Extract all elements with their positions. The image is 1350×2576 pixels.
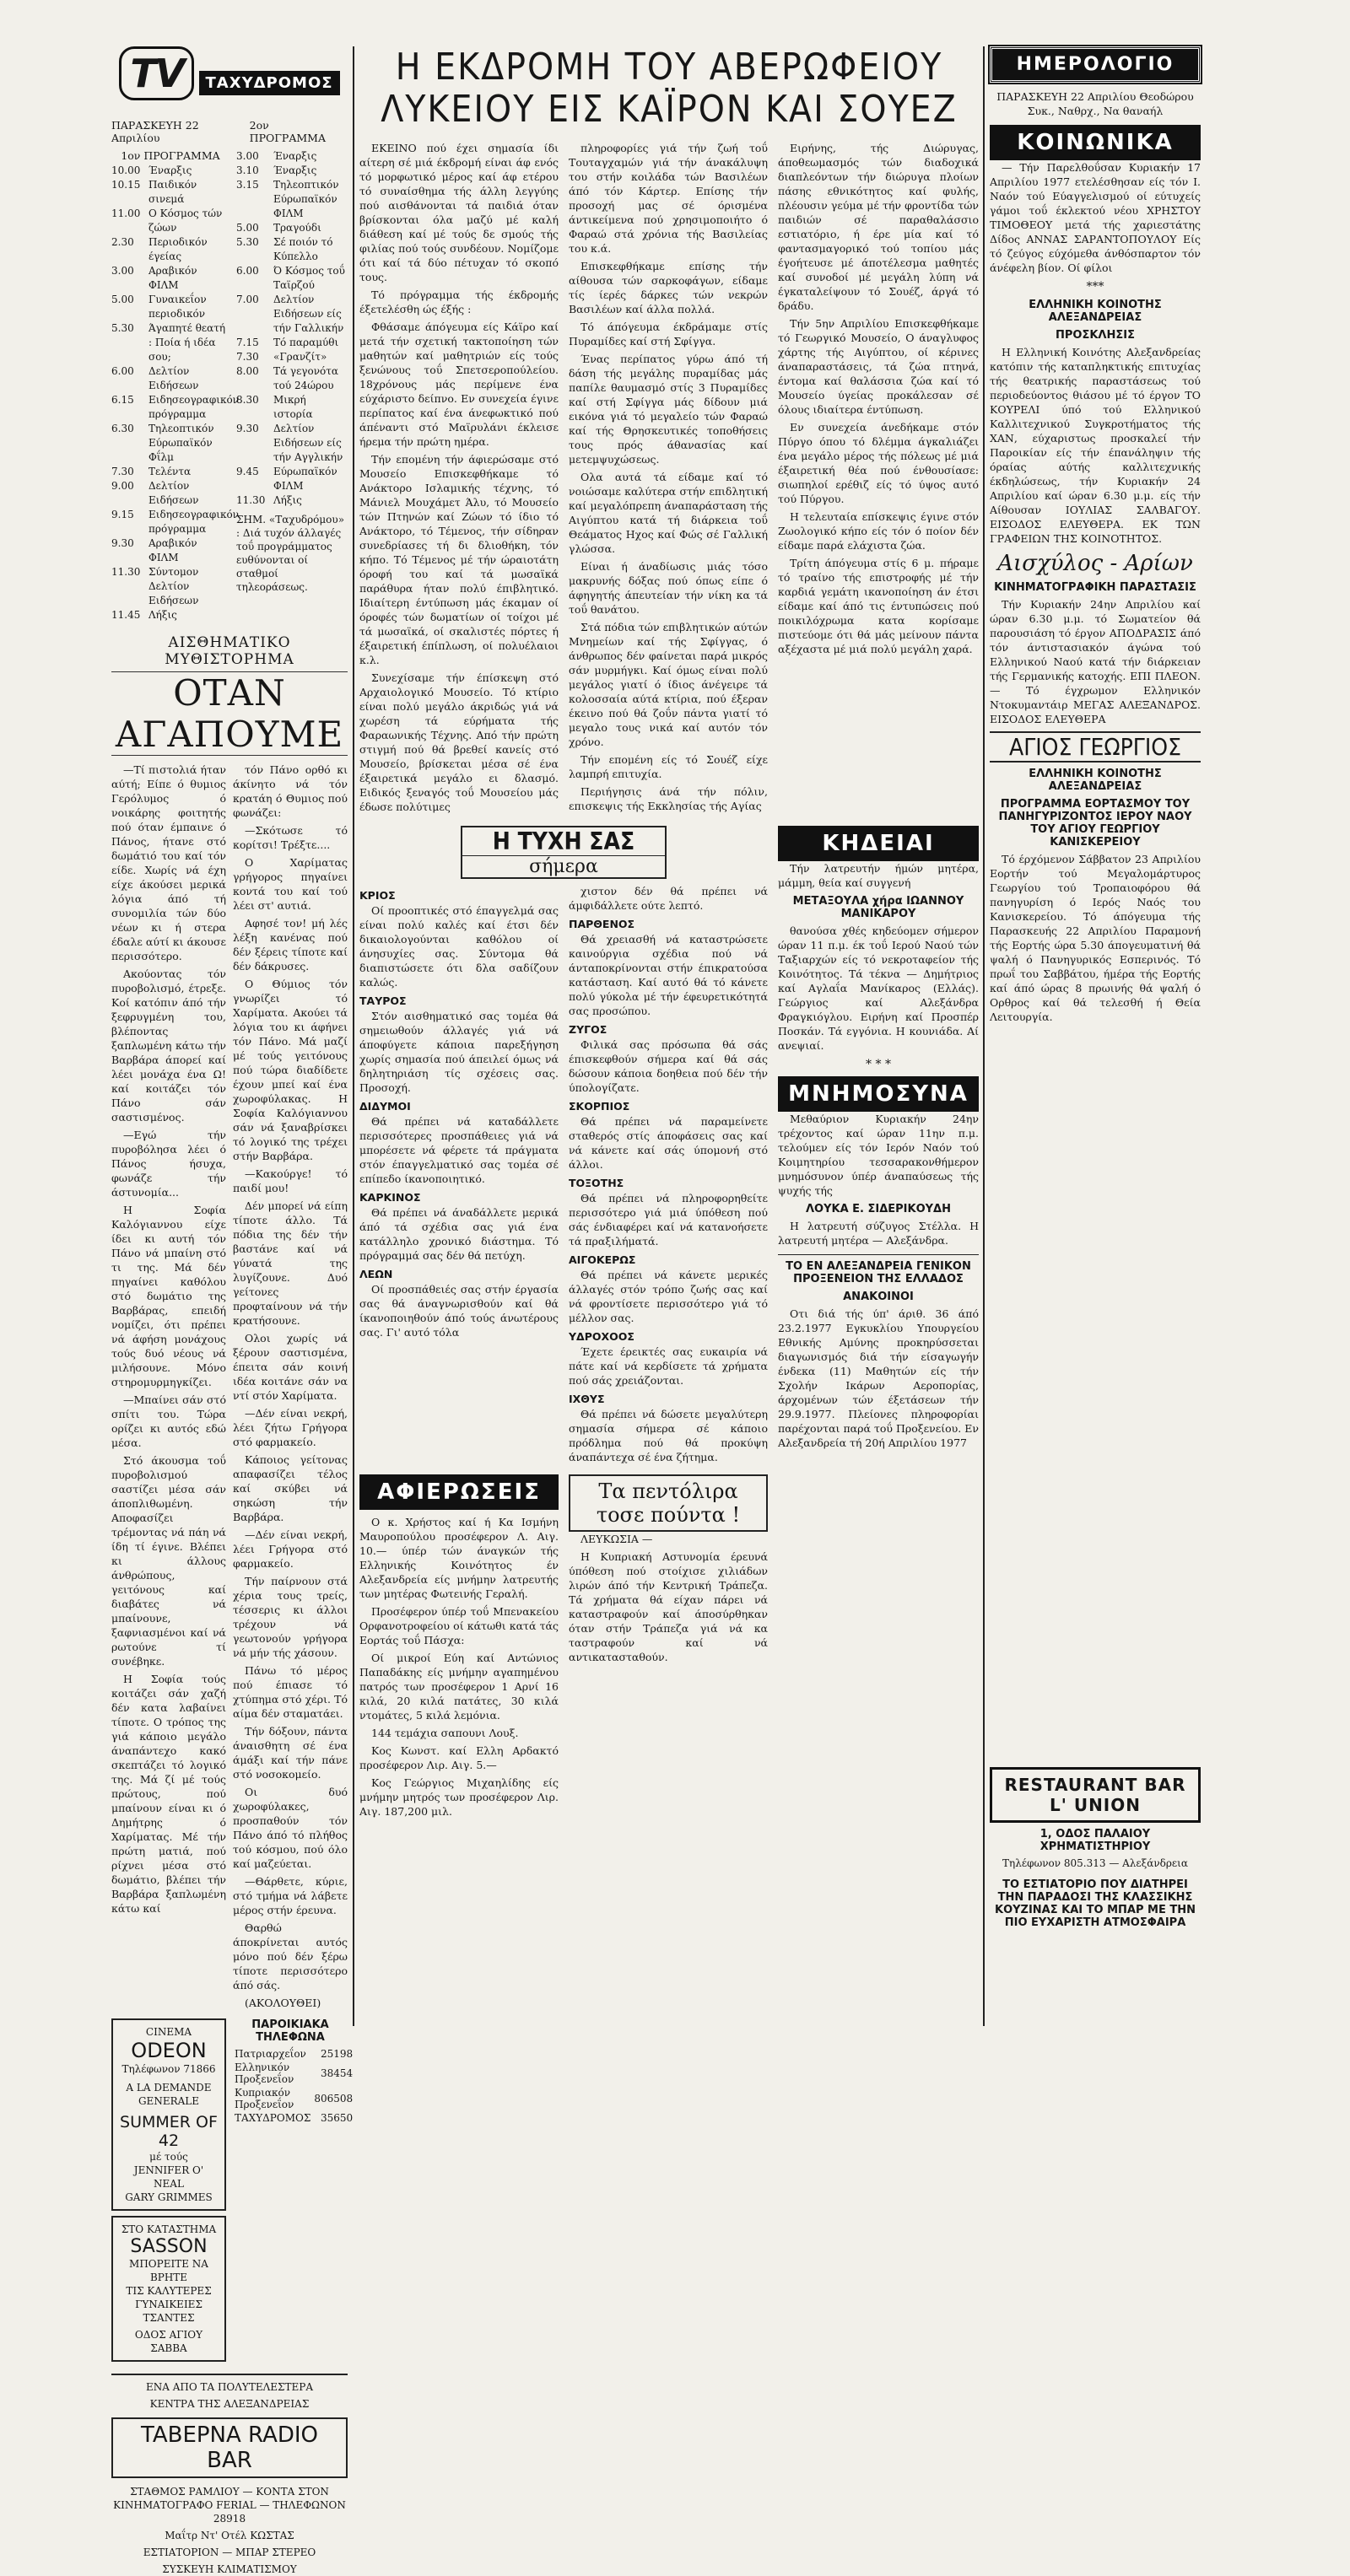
programme-time: 3.00 [236, 150, 259, 162]
programme-show: Εύρωπαϊκόν ΦΙΛΜ [273, 466, 338, 492]
zodiac-sign: ΚΡΙΟΣ [359, 889, 396, 902]
bar-line-2: ΚΕΝΤΡΑ ΤΗΣ ΑΛΕΞΑΝΔΡΕΙΑΣ [149, 2398, 310, 2410]
article-paragraph: Στό άκουσμα τοΰ πυροβολισμού σαστίζει μέσα σάν άποπλιθωμένη. Αποφασίζει τρέμοντας νά πάη νά ίδη τί έγινε. Βλέπει κι άλλους άνθρώπους, γειτόνους καί διαβάτες νά μπαίνουνε, ξαφνιασμένοι καί νά ρωτούνε τί συνέβηκε. [111, 1454, 226, 1668]
programme-show: Σύντομον Δελτίον Ειδήσεων [148, 566, 199, 606]
tv-note: ΣΗΜ. «Ταχυδρόμου» : Διά τυχόν άλλαγές τοΰ προγράμματος ευθύνονται οί σταθμοί τηλεοράσεως. [236, 514, 345, 593]
programme-show: Ο Κόσμος τών ζώων [148, 207, 223, 234]
programme-time: 9.30 [236, 423, 259, 434]
store-label: ΣΤΟ ΚΑΤΑΣΤΗΜΑ [121, 2223, 217, 2235]
programme-time: 3.00 [111, 265, 134, 277]
programme-time: 8.30 [236, 394, 259, 406]
zodiac-text: Θά πρέπει νά πληροφορηθείτε περισσότερο γιά μιά ύπόθεση πού σάς ένδιαφέρει καί νά κατανοήσετε τά πραξιλήματά. [569, 1192, 768, 1248]
cinema-phone: Τηλέφωνον 71866 [122, 2063, 216, 2075]
pentolira-banner [569, 1474, 768, 1532]
restaurant-ad [990, 1767, 1201, 2020]
programme-time: 7.30 [111, 466, 134, 477]
programme-row [236, 364, 348, 393]
programme-row [111, 479, 230, 508]
programme-row [111, 235, 230, 264]
article-paragraph: —Τί πιστολιά ήταν αύτή; Είπε ό θυμιος Γερόλυμος ό νοικάρης φοιτητής πού όταν έμπαινε ό Πάνος, ήτανε στό δωμάτιό του καί τόν είδε. Χωρίς νά έχη είχε άκούσει μερικά λόγια άπό τή συνομιλία τών δύο νέων κι ή στερα έδαλε αύτί κι άκουσε περισσότερο. [111, 763, 226, 962]
programme-show: Σέ ποιόν τό Κύπελλο [273, 236, 333, 262]
store-address: ΟΔΟΣ ΑΓΙΟΥ ΣΑΒΒΑ [134, 2329, 203, 2354]
bar-address: ΣΤΑΘΜΟΣ ΡΑΜΛΙΟΥ — ΚΟΝΤΑ ΣΤΟΝ ΚΙΝΗΜΑΤΟΓΡΑΦΟ FERIAL — ΤΗΛΕΦΩΝΟΝ 28918 [113, 2486, 346, 2525]
article-paragraph: Οί μικροί Εύη καί Αντώνιος Παπαδάκης είς μνήμην αγαπημένου πατρός των προσέφερον 1 Αρνί 16 κιλά, 20 κιλά πατάτες, 30 κιλά ντομάτες, 5 κιλά λεμόνια. [359, 1652, 559, 1722]
store-name: SASSON [130, 2236, 208, 2257]
krides-title: ΚΗΔΕΙΑΙ [778, 826, 979, 861]
phone-name: Πατριαρχεΐον [235, 2048, 306, 2060]
programme-show: Τηλεοπτικόν Εύρωπαϊκόν ΦΙΛΜ [273, 179, 339, 219]
article-paragraph: Επισκεφθήκαμε επίσης τήν αίθουσα τών σαρκοφάγων, είδαμε τίς ίερές δάρκες τών νεκρών Βασιλέων καί άλλα πολλά. [569, 260, 768, 315]
sasson-ad [111, 2216, 226, 2362]
horoscope-subtitle: σήμερα [462, 855, 665, 877]
article-paragraph: —Κακούργε! τό παιδί μου! [233, 1167, 348, 1194]
programme-time: 5.00 [111, 294, 134, 305]
phone-row [233, 2111, 354, 2125]
community-name-1: ΕΛΛΗΝΙΚΗ ΚΟΙΝΟΤΗΣ ΑΛΕΞΑΝΔΡΕΙΑΣ [1029, 299, 1162, 324]
zodiac-sign: ΥΔΡΟΧΟΟΣ [569, 1330, 634, 1343]
bar-line-3: ΕΣΤΙΑΤΟΡΙΟΝ — ΜΠΑΡ ΣΤΕΡΕΟ [143, 2546, 316, 2558]
programme-time: 3.10 [236, 164, 259, 176]
programme-show: Τά γεγονότα τού 24ώρου [273, 365, 338, 391]
article-paragraph: —Σκότωσε τό κορίτσι! Τρέξτε.... [233, 824, 348, 851]
restaurant-phone: Τηλέφωνον 805.313 — Αλεξάνδρεια [1002, 1857, 1188, 1869]
bar-name: TABEPNA RADIO BAR [111, 2417, 348, 2478]
zodiac-text: χιστον δέν θά πρέπει νά άμφιδάλλετε ούτε λεπτό. [569, 885, 768, 912]
consulate-title: ΤΟ ΕΝ ΑΛΕΞΑΝΔΡΕΙΑ ΓΕΝΙΚΟΝ ΠΡΟΞΕΝΕΙΟΝ ΤΗΣ ΕΛΛΑΔΟΣ [786, 1260, 971, 1285]
article-paragraph: —Εγώ τήν πυροβόλησα λέει ό Πάνος ήσυχα, φωνάζε τήν άστυνομία... [111, 1129, 226, 1199]
programme-row [236, 393, 348, 422]
programme-time: 9.00 [111, 480, 134, 492]
programme-time: 8.00 [236, 365, 259, 377]
article-paragraph: Τό άπόγευμα έκδράμαμε στίς Πυραμίδες καί στή Σφίγγα. [569, 321, 768, 348]
article-paragraph: Εν συνεχεία άνεδήκαμε στόν Πύργο όπου τό δλέμμα άγκαλιάζει ένα μεγάλο μέρος τής πόλεως μέ μιά έξαιρετική θέα πού ένθουσίασε: σιωπηλοί ερέθιζ είς τό ύψος αυτό τού Πύργου. [778, 421, 979, 505]
agios-georgios-title: ΑΓΙΟΣ ΓΕΩΡΓΙΟΣ [990, 731, 1201, 763]
right-column [990, 46, 1201, 2026]
zodiac-sign: ΠΑΡΘΕΝΟΣ [569, 918, 635, 930]
zodiac-text: Θά πρέπει νά παραμείνετε σταθερός στίς άποφάσεις σας καί νά κάνετε καί σάς ύπομονή στό άλλοι. [569, 1115, 768, 1171]
horoscope-title: Η ΤΥΧΗ ΣΑΣ [492, 827, 635, 855]
imerologio-logo: ΗΜΕΡΟΛΟΓΙΟ [990, 46, 1201, 83]
programme-row [236, 264, 348, 293]
article-paragraph: Ακούοντας τόν πυροβολισμό, έτρεξε. Κοί κατόπιν άπό τήν ξεφρυγμένη του, βλέποντας ξαπλωμένη κάτω τήν Βαρβάρα άπορεί καί λέει μονάχα ένα Ω! καί κοιτάζει τόν Πάνο σάν σαστισμένος. [111, 967, 226, 1124]
aeschylus-title: Αισχύλος - Αρίων [997, 551, 1193, 576]
programme-row [236, 336, 348, 350]
programme-row [111, 508, 239, 536]
article-paragraph: τόν Πάνο ορθό κι άκίνητο νά τόν κρατάη ό Θυμιος πού φωνάζει: [233, 763, 348, 819]
zodiac-text: Φιλικά σας πρόσωπα θά σάς έπισκεφθούν σήμερα καί θά σάς δώσουν κάποια δοηθεια πού δέν τήν ύπολογίζατε. [569, 1038, 768, 1094]
middle-section [359, 46, 979, 2026]
bar-line-1: ΕΝΑ ΑΠΟ ΤΑ ΠΟΛΥΤΕΛΕΣΤΕΡΑ [145, 2381, 314, 2393]
programme-time: 9.15 [111, 509, 134, 520]
koinonika-title: ΚΟΙΝΩΝΙΚΑ [990, 125, 1201, 160]
zodiac-text: Θά χρειασθή νά καταστρώσετε καινούργια σχέδια πού νά άνταποκρίνονται στήν έπικρατούσα κατάσταση. Καί αυτό θά τό κάνετε πολύ γύκολα μέ τήν έφευρετικότητά σας προσώπου. [569, 933, 768, 1017]
article-paragraph: Συνεχίσαμε τήν έπίσκεψη στό Αρχαιολογικό Μουσείο. Τό κτίριο είναι πολύ μεγάλο άκριδώς γιά νά χωρέση τά εύρήματα τής Φαραωνικής Τέχνης. Από τήν πρώτη στιγμή πού θά βρεθεί κανείς στό Μουσείο, βρίσκεται μέσα σέ ένα έξαιρετικά μεγάλο ει δλασμό. Ειδικός ξεναγός τοΰ Μουσείου μάς έδωσε πολύτιμες [359, 671, 559, 813]
programme-row [236, 164, 348, 178]
novel-column-1 [111, 763, 226, 2013]
zodiac-sign: ΑΙΓΟΚΕΡΩΣ [569, 1253, 636, 1266]
article-paragraph: Κάποιος γείτονας απαφασίζει τέλος καί σκύβει νά σηκώση τήν Βαρβάρα. [233, 1453, 348, 1523]
left-column [111, 46, 354, 2575]
programme-time: 9.30 [111, 537, 134, 549]
community-name-2: ΕΛΛΗΝΙΚΗ ΚΟΙΝΟΤΗΣ ΑΛΕΞΑΝΔΡΕΙΑΣ [1029, 768, 1162, 793]
article-paragraph: Η τελευταία επίσκεψις έγινε στόν Ζωολογικό κήπο είς τόν ό ποίον δέν είδαμε παρά ελάχιστα ζώα. [778, 510, 979, 552]
programme-row [111, 608, 230, 622]
phone-name: Ελληνικόν Προξενεΐον [235, 2061, 294, 2085]
article-paragraph: Θαρθώ άποκρίνεται αυτός μόνο πού δέν ξέρω τίποτε περισσότερο άπό σάς. [233, 1921, 348, 1991]
mnimosyna-title: ΜΝΗΜΟΣΥΝΑ [778, 1076, 979, 1112]
article-paragraph: Στά πόδια τών επιβλητικών αύτών Μνημείων καί τής Σφίγγας, ό άνθρωπος δέν φαίνεται παρά μικρός σάν μυρμήγκι. Καί όμως είναι πολύ μεγάλος γιατί ό ίδιος άνέγειρε τά κολοσσαία αύτά κτίρια, πού έξεραν έκεινο πού θά ζοΰν πάντα γιατί τό μεγαλο τους νικά καί αυτόν τόν χρόνο. [569, 621, 768, 748]
article-paragraph: Είναι ή άναδίωσις μιάς τόσο μακρυνής δόξας πού όπως είπε ό άφηγητής άπευτείαν τήν νίκη κα τά τοΰ θανάτου. [569, 560, 768, 616]
mnimosyna-text-2: Η λατρευτή σύζυγος Στέλλα. Η λατρευτή μητέρα — Αλεξάνδρα. [778, 1220, 979, 1247]
zodiac-sign: ΤΟΞΟΤΗΣ [569, 1177, 624, 1189]
horoscope-column-1 [359, 884, 559, 1468]
programme-time: 7.00 [236, 294, 259, 305]
phone-number: 25198 [320, 2048, 354, 2060]
prog1-title: 1ον ΠΡΟΓΡΑΜΜΑ [121, 149, 220, 162]
tv-date: ΠΑΡΑΣΚΕΥΗ 22 Απριλίου [111, 119, 199, 144]
excursion-column-3 [778, 141, 979, 817]
programme-show: Δελτίον Ειδήσεων είς τήν Αγγλικήν [273, 423, 343, 463]
horoscope-column-2 [569, 884, 768, 1468]
mnimosyna-text: Μεθαύριον Κυριακήν 24ην τρέχοντος καί ώραν 11ην π.μ. τελούμεν είς τόν Ιερόν Ναόν τού Κοιμητηρίου τεσσαρακονθήμερον μνημόσυνον ύπέρ άναπαύσεως τής ψυχής τής [778, 1113, 979, 1197]
zodiac-sign: ΖΥΓΟΣ [569, 1023, 608, 1036]
article-paragraph: Ειρήνης, τής Διώρυγας, άποθεωμασμός τών διαδοχικά διαπλεόντων τήν διώρυγα πλοίων πάσης εθνικότητος καί φυλής, πλέουσιν γεύμα μέ τήν φροντίδα τών παιδιών σέ παραθαλάσσιο εστιατόριο, ή έρε μία καί τό φαντασμαγορικό τού τοπίου μάς έγοήτευσε μέ άποτέλεσμα μαθητές καί συνοδοί μέ μεγάλη λύπη νά έγκαταλείψουν τό Σουέζ, άργά τό δράδυ. [778, 142, 979, 312]
programme-show: Μικρή ιστορία [273, 394, 313, 420]
zodiac-text: Στόν αισθηματικό σας τομέα θά σημειωθούν άλλαγές γιά νά άποφύγετε κάποια παρεξήγηση χωρίς σημασία πού άπειλεί όμως νά δηλητηριάση τίς σχέσεις σας. Προσοχή. [359, 1010, 559, 1094]
prog2-list [236, 149, 348, 508]
programme-row [111, 422, 230, 465]
article-paragraph: Η Σοφία τούς κοιτάζει σάν χαζή δέν κατα λαβαίνει τίποτε. Ο τρόπος της γιά κάποιο μεγάλο άναπάντεχο κακό σκεπτάζει τό λογικό της. Μά ζί μέ τούς πρώτους, πού μπαίνουν είναι κι ό Δημήτρης ό Χαρίματας. Μέ τήν πρώτη ματιά, πού ρίχνει μέσα στό δωμάτιο, βλέπει τήν Βαρβάρα ξαπλωμένη κάτω καί [111, 1673, 226, 1915]
programme-time: 11.30 [236, 494, 266, 506]
programme-row [111, 465, 230, 479]
programme-show: Τελέντα [148, 466, 192, 477]
article-paragraph: Οι δυό χωροφύλακες, προσπαθούν τόν Πάνο άπό τό πλήθος τού κόσμου, πού όλο καί μαζεύεται. [233, 1786, 348, 1870]
zodiac-text: Έχετε έρεικτές σας ευκαιρία νά πάτε καί νά κερδίσετε τά χρήματα πού σάς χρειάζονται. [569, 1345, 768, 1387]
article-paragraph: —Μπαίνει σάν στό σπίτι του. Τώρα ορίζει κι αυτός εδώ μέσα. [111, 1393, 226, 1449]
programme-show: Περιοδικόν έγείας [148, 236, 208, 262]
tv-logo [111, 46, 348, 100]
programme-show: Άγαπητέ θεατή : Ποία ή ιδέα σου; [148, 322, 226, 363]
programme-show: Αραβικόν ΦΙΛΜ [148, 537, 197, 563]
mnimosyna-name: ΛΟΥΚΑ Ε. ΣΙΔΕΡΙΚΟΥΔΗ [805, 1203, 952, 1215]
article-paragraph: Πάνω τό μέρος πού έπιασε τό χτύπημα στό χέρι. Τό αίμα δέν σταματάει. [233, 1664, 348, 1720]
article-paragraph: Τήν δόξουν, πάντα άναισθητη σέ ένα άμάξι καί τήν πάνε στό νοσοκομείο. [233, 1725, 348, 1781]
zodiac-sign: ΛΕΩΝ [359, 1268, 393, 1280]
programme-show: Λήξις [273, 494, 302, 506]
programme-time: 6.00 [236, 265, 259, 277]
store-line-2: ΤΙΣ ΚΑΛΥΤΕΡΕΣ [126, 2285, 212, 2297]
zodiac-text: Θά πρέπει νά κάνετε μερικές άλλαγές στόν τρόπο ζωής σας καί νά φροντίσετε περισσότερο γιά τό μέλλον σας. [569, 1269, 768, 1324]
deceased-name: ΜΕΤΑΞΟΥΛΑ χήρα ΙΩΑΝΝΟΥ ΜΑΝΙΚΑΡΟΥ [792, 895, 964, 920]
programme-show: Έναρξις [273, 164, 317, 176]
zodiac-sign: ΣΚΟΡΠΙΟΣ [569, 1100, 630, 1113]
zodiac-sign: ΚΑΡΚΙΝΟΣ [359, 1191, 421, 1204]
excursion-title-2: ΛΥΚΕΙΟΥ ΕΙΣ ΚΑΪΡΟΝ ΚΑΙ ΣΟΥΕΖ [381, 88, 958, 131]
phones-title: ΠΑΡΟΙΚΙΑΚΑ ΤΗΛΕΦΩΝΑ [251, 2018, 329, 2044]
zodiac-text: Θά πρέπει νά καταδάλλετε περισσότερες προσπάθειες γιά νά μπορέσετε νά φέρετε τά πράγματα στόν έπαγγελματικό σας τομέα σέ επίπεδο ίκανοποιητικό. [359, 1115, 559, 1185]
programme-row [236, 149, 348, 164]
cinema-tagline: A LA DEMANDE GENERALE [126, 2082, 212, 2107]
pentolira-byline: ΛΕΥΚΩΣΙΑ — [580, 1533, 653, 1545]
bar-line-4: ΣΥΣΚΕΥΗ ΚΛΙΜΑΤΙΣΜΟΥ [162, 2563, 297, 2575]
column-rule [353, 46, 354, 2026]
programme-row [111, 178, 230, 207]
phone-name: Κυπριακόν Προξενεΐον [235, 2087, 294, 2110]
phone-number: 806508 [314, 2093, 354, 2104]
excursion-column-1 [359, 141, 559, 817]
programme-show: Αραβικόν ΦΙΛΜ [148, 265, 197, 291]
programme-row [111, 565, 230, 608]
programme-show: Δελτίον Ειδήσεων [148, 480, 199, 506]
article-paragraph: 144 τεμάχια σαπουνι Λουξ. [371, 1727, 519, 1739]
programme-row [111, 264, 230, 293]
movie-title: SUMMER OF 42 [120, 2113, 218, 2150]
cinema-club-text: Τήν Κυριακήν 24ην Απριλίου καί ώραν 6.30 μ.μ. τό Σωματείον θά παρουσιάση τό έργον ΑΠΟΔΡΑΣΙΣ άπό τόν άντιστασιακόν άγώνα τού Ελληνικού Ναού κατά τήν διάρκειαν τής Γερμανικής κατοχής. ΕΠΙ ΠΛΕΟΝ. — Τό έγχρωμον Ελληνικόν Ντοκυμαντάιρ ΜΕΓΑΣ ΑΛΕΞΑΝΔΡΟΣ. ΕΙΣΟΔΟΣ ΕΛΕΥΘΕΡΑ [990, 598, 1201, 725]
donations-list [359, 1515, 559, 1819]
zodiac-sign: ΙΧΘΥΣ [569, 1393, 605, 1405]
article-paragraph: Τήν παίρνουν στά χέρια τους τρείς, τέσσερις κι άλλοι τρέχουν νά γεωτονούν γρήγορα νά μήν τής χάσουν. [233, 1575, 348, 1659]
article-paragraph: Ολοι χωρίς νά ξέρουν σαστισμένα, έπειτα σάν κοινή ιδέα κοιτάνε σάν να ντί στόν Χαρίματα. [233, 1332, 348, 1402]
programme-show: Δελτίον Ειδήσεων είς τήν Γαλλικήν [273, 294, 344, 334]
programme-row [236, 178, 348, 221]
article-paragraph: πληροφορίες γιά τήν ζωή τοΰ Τουταγχαμών γιά τήν άνακάλυψη του στήν κοιλάδα τών Βασιλέων άπό τόν Κάρτερ. Επίσης τήν προσοχή μας σέ όρισμένα άντικείμενα πού χρησιμοποιήτο ό Φαραώ στά χρόνια τής Βασιλείας του κ.ά. [569, 142, 768, 255]
article-paragraph: Προσέφερον ύπέρ τοΰ Μπενακείου Ορφανοτροφείου οί κάτωθι κατά τάς Εορτάς τοΰ Πάσχα: [359, 1605, 559, 1646]
article-paragraph: Ένας περίπατος γύρω άπό τή δάση τής μεγάλης πυραμίδας μάς παπίλε θαυμασμό στίς 3 Πυραμίδες καί στή Σφίγγα μάς δίδουν μιά εικόνα γιά τό μεγαλείο τών Φαραώ καί τής Θρησκευτικές τοποθήσεις τους πρός άθανασίας καί μετεμψυχώσεως. [569, 353, 768, 466]
programme-time: 11.45 [111, 609, 141, 621]
programme-time: 5.30 [111, 322, 134, 334]
novel-kicker: ΑΙΣΘΗΜΑΤΙΚΟ ΜΥΘΙΣΤΟΡΗΜΑ [165, 634, 294, 668]
programme-row [111, 393, 239, 422]
krides-intro: Τήν λατρευτήν ήμών μητέρα, μάμμη, θεία καί συγγενή [778, 862, 979, 889]
article-paragraph: Τήν επομένη τήν άφιερώσαμε στό Μουσείο Επισκεφθήκαμε τό Ανάκτορο Ισλαμικής τέχνης, τό Μάνιελ Μουχάμετ Άλυ, τό Μουσείο τών Πτηνών καί Ζώων τό ίδιο τό Ανάκτορο, τό Τέμενος, τήν σίδηραν συνεδρίασες τή δι δλιοθήκη, τόν κήπο. Τό Τέμενος μέ τήν ώραιοτάτη όροφή του καί τά μωσαϊκά παράθυρα ήταν πολύ έπιβλητικό. Ιδιαίτερη έντύπωση μάς έκαμαν οί όροφές τών δωματίων οί τοίχοι μέ τά μωσαϊκά, οί σκαλιστές πόρτες ή έξαιρετική έπίπλωση, οί πολυέλαιοι κ.λ. [359, 453, 559, 666]
programme-time: 9.45 [236, 466, 259, 477]
article-paragraph: Φθάσαμε άπόγευμα είς Κάϊρο καί μετά τήν σχετική τακτοποίηση τών μαθητών καί μαθητριών είς τούς ξενώνους τοΰ Σπετσεροπούλείου. 18χρόνους μάς περίμενε ένα εύχάριστο δείπνο. Εν συνεχεία έγινε περίπατος καί ένα άνεφωκτικό πού άπέναντι στό Μαϊρυλάνι έκλεισε ήρεμα τήν πρώτη ημέρα. [359, 321, 559, 448]
program-title: ΠΡΟΓΡΑΜΜΑ ΕΟΡΤΑΣΜΟΥ ΤΟΥ ΠΑΝΗΓΥΡΙΖΟΝΤΟΣ ΙΕΡΟΥ ΝΑΟΥ ΤΟΥ ΑΓΙΟΥ ΓΕΩΡΓΙΟΥ ΚΑΝΙΣΚΕΡΕΙΟΥ [998, 798, 1192, 849]
article-paragraph: Τρίτη άπόγευμα στίς 6 μ. πήραμε τό τραίνο τής επιστροφής μέ τήν καρδιά γεμάτη ικανοποίηση άν έτσι είδαμε καί άπό τις έντυπώσεις πού ποικιλόχρωμα κατα κορίσαμε πιστεύομε ότι θά μάς μείνουν πάντα αξέχαστα μέ μιά πολύ μεγάλη χαρά. [778, 557, 979, 655]
programme-time: 6.30 [111, 423, 134, 434]
movie-actor-2: GARY GRIMMES [125, 2191, 213, 2203]
programme-row [236, 235, 348, 264]
programme-row [236, 493, 348, 508]
article-paragraph: ΕΚΕΙΝΟ πού έχει σημασία ίδι αίτερη σέ μιά έκδρομή είναι άφ ενός τό μορφωτικό μέρος καί άφ ετέρου τό συναίσθημα τής άλλη λεγγύης πού αισθάνονται τά παιδιά όταν βρίσκονται όλα μαζύ μέ καλή διάθεση καί μέ τούς δε σμούς τής φιλίας πού τούς συνδέουν. Νομίζομε ότι καί τά δύο πέτυχαν τό σκοπό τους. [359, 142, 559, 283]
prog2-title: 2ον ΠΡΟΓΡΑΜΜΑ [249, 119, 326, 144]
programme-show: «Γρανζίτ» [273, 351, 327, 363]
phone-row [233, 2047, 354, 2061]
article-paragraph: Ο Θύμιος τόν γνωρίζει τό Χαρίματα. Ακούει τά λόγια του κι άφήνει τόν Πάνο. Μά μαζί μέ τούς γειτόνους πού τώρα διαδίδετε έχουν μπεί καί ένα χωροφύλακας. Η Σοφία Καλόγιαννου σάν νά ξαναβρίσκει τό λογικό της τρέχει στήν Βαρβάρα. [233, 978, 348, 1162]
article-paragraph: Η Σοφία Καλόγιαννου είχε ίδει κι αυτή τόν Πάνο νά μπαίνη στό τι της. Μά δέν πηγαίνει καθόλου στό δωμάτιο της Βαρβάρας, επειδή νομίζει, ότι πρέπει νά άφήση μονάχους τούς δυό νέους νά μιλήσουνε. Μόνο στηρομυρμηγκίζει. [111, 1204, 226, 1388]
article-paragraph: Τήν 5ην Απριλίου Επισκεφθήκαμε τό Γεωργικό Μουσείο, Ο άναγλυφος χάρτης τής Αιγύπτου, οί κέρινες άναπαραστάσεις, τά ζώα πτηνά, έντομα καί θαλάσσια ζώα καί τό Μουσείο ύγείας προκάλεσαν σέ όλους ιδιαίτερα έντύπωση. [778, 317, 979, 416]
cinema-name: ODEON [131, 2039, 207, 2062]
movie-actor-1: JENNIFER O' NEAL [133, 2164, 204, 2190]
programme-time: 5.30 [236, 236, 259, 248]
programme-time: 6.00 [111, 365, 134, 377]
restaurant-address: 1, ΟΔΟΣ ΠΑΛΑΙΟΥ ΧΡΗΜΑΤΙΣΤΗΡΙΟΥ [1040, 1828, 1151, 1853]
programme-row [111, 207, 230, 235]
programme-show: Τό παραμύθι [273, 337, 339, 348]
programme-row [111, 293, 230, 321]
article-paragraph: (ΑΚΟΛΟΥΘΕΙ) [245, 1997, 321, 2009]
programme-time: 11.30 [111, 566, 141, 578]
consulate-subtitle: ΑΝΑΚΟΙΝΟΙ [843, 1291, 914, 1303]
programme-time: 10.00 [111, 164, 141, 176]
article-paragraph: Αφησέ τον! μή λές λέξη κανένας πού δέν ξέρεις τίποτε καί δέν δάκρυσες. [233, 917, 348, 973]
cinema-label: CINEMA [145, 2026, 192, 2038]
novel-title: ΟΤΑΝ ΑΓΑΠΟΥΜΕ [111, 671, 348, 756]
programme-row [111, 164, 230, 178]
programme-show: Έναρξις [273, 150, 317, 162]
column-rule [983, 46, 985, 2026]
prog1-list [111, 164, 239, 622]
phone-number: 38454 [320, 2067, 354, 2079]
programme-row [111, 321, 230, 364]
programme-show: Ειδησεογραφικόν πρόγραμμα [148, 509, 239, 535]
zodiac-text: Οί προσπάθειές σας στήν έργασία σας θά άναγνωρισθούν καί θά ίκανοποιηθούν άπό τούς άνωτέρους σας. Γι' αυτό τόλα [359, 1283, 559, 1339]
pentolira-text: Η Κυπριακή Αστυνομία έρευνά ύπόθεση πού στοίχισε χιλιάδων λιρών άπό τήν Κεντρική Τράπεζα. Τά χρήματα θά είχαν πάρει νά καταστραφούν καί άποσύρθηκαν όταν στήν Τράπεζα γιά νά κα ταστραφούν καί νά αντικατασταθούν. [569, 1550, 768, 1663]
programme-show: Γυναικεΐον περιοδικόν [148, 294, 207, 320]
donations-title: ΑΦΙΕΡΩΣΕΙΣ [359, 1474, 559, 1510]
restaurant-text: ΤΟ ΕΣΤΙΑΤΟΡΙΟ ΠΟΥ ΔΙΑΤΗΡΕΙ ΤΗΝ ΠΑΡΑΔΟΣΙ ΤΗΣ ΚΛΑΣΣΙΚΗΣ ΚΟΥΖΙΝΑΣ ΚΑΙ ΤΟ ΜΠΑΡ ΜΕ ΤΗΝ ΠΙΟ ΕΥΧΑΡΙΣΤΗ ΑΤΜΟΣΦΑΙΡΑ [995, 1878, 1196, 1929]
phone-row [233, 2061, 354, 2086]
programme-row [236, 221, 348, 235]
excursion-title-1: Η ΕΚΔΡΟΜΗ ΤΟΥ ΑΒΕΡΩΦΕΙΟΥ [395, 46, 943, 89]
phone-number: 35650 [320, 2112, 354, 2124]
article-paragraph: Περιήγησις άνά τήν πόλιν, επισκεψις τής Εκκλησίας τής Αγίας [569, 785, 768, 812]
article-paragraph: —Θάρθετε, κύριε, στό τμήμα νά λάβετε μέρος στήν έρευνα. [233, 1875, 348, 1916]
programme-show: Ό Κόσμος τοΰ Ταϊρζού [273, 265, 345, 291]
article-paragraph: Κος Κωνστ. καί Ελλη Αρδακτό προσέφερον Λιρ. Αιγ. 5.— [359, 1744, 559, 1771]
programme-row [111, 364, 230, 393]
bar-maitre: Μαΐτρ Ντ' Οτέλ ΚΩΣΤΑΣ [165, 2530, 294, 2541]
programme-time: 10.15 [111, 179, 141, 191]
phones-table [233, 2047, 354, 2125]
programme-row [236, 350, 348, 364]
odeon-ad [111, 2018, 226, 2211]
wedding-text: — Τήν Παρελθοΰσαν Κυριακήν 17 Απριλίου 1977 ετελέσθησαν είς τόν Ι. Ναόν τού Εύαγγελισμού οί εύτυχείς γάμοι τοΰ έκλεκτού νέου ΧΡΗΣΤΟΥ ΤΙΜΟΘΕΟΥ μετά τής χαριεστάτης Δίδος ΑΝΝΑΣ ΣΑΡΑΝΤΟΠΟΥΛΟΥ Είς τό ζεύγος εύχόμεθα άνθόσπαρτον τόν άνέφελη βίον. Οί φίλοι [990, 161, 1201, 274]
right-date: ΠΑΡΑΣΚΕΥΗ 22 Απριλίου Θεοδώρου Συκ., Ναθρχ., Να θαναήλ [996, 90, 1194, 117]
programme-time: 2.30 [111, 236, 134, 248]
zodiac-sign: ΔΙΔΥΜΟΙ [359, 1100, 411, 1113]
store-line-3: ΓΥΝΑΙΚΕΙΕΣ ΤΣΑΝΤΕΣ [135, 2298, 202, 2324]
zodiac-text: Θά πρέπει νά δώσετε μεγαλύτερη σημασία σήμερα σέ κάποιο πρόδλημα πού θά προκύψη άναπάντεχα σέ ένα ζήτημα. [569, 1408, 768, 1463]
krides-text: θανούσα χθές κηδεύομεν σήμερον ώραν 11 π.μ. έκ τοΰ Ιερού Ναού τών Ταξιαρχών είς τό νεκροταφείον τής Κοινότητος. Τά τέκνα — Δημήτριος καί Αγλαΐα Μανίκαρος (Ελλάς). Γεώργιος καί Αλεξάνδρα Φραγκιόγλου. Ειρήνη καί Προσπέρ Ποσκάν. Τά εγγόνια. Η κουνιάδα. Αί ανεψιαί. [778, 924, 979, 1052]
horoscope-banner [461, 826, 667, 879]
restaurant-name: RESTAURANT BAR L' UNION [990, 1767, 1201, 1823]
article-paragraph: Ο Χαρίματας γρήγορος πηγαίνει κοντά του καί τού λέει στ' αυτιά. [233, 856, 348, 912]
programme-row [236, 293, 348, 336]
pentolira-title-1: Τα πεντόλιρα [598, 1479, 738, 1503]
programme-row [236, 465, 348, 493]
novel-column-2 [233, 763, 348, 2013]
program-text: Τό έρχόμενον Σάββατον 23 Απριλίου Εορτήν τού Μεγαλομάρτυρος Γεωργίου τού Τροπαιοφόρου θά πανηγυρίση ό Ιερός Ναός του Κανισκερείου. Τό άπόγευμα τής Παρασκευής 22 Απριλίου Παραμονή τής Εορτής ώρα 5.30 άπογευματινή θά ψαλή ό Πανηγυρικός Εσπερινός. Τό πρωΐ του Σαββάτου, ήμέρα τής Εορτής καί άπό ώρας 8 πρωινής θά ψαλή ό Ορθρος καί θά τελεσθή ή Θεία Λειτουργία. [990, 853, 1201, 1023]
store-line-1: ΜΠΟΡΕΙΤΕ ΝΑ ΒΡΗΤΕ [129, 2258, 208, 2283]
phone-row [233, 2086, 354, 2111]
consulate-text: Οτι διά τής ύπ' άριθ. 36 άπό 23.2.1977 Εγκυκλίου Υπουργείου Εθνικής Αμύνης προκηρύσσεται διαγωνισμός διά τήν είσαγωγήν ένδεκα (11) Μαθητών είς τήν Σχολήν Ικάρων Αεροπορίας, άρχομένων τών έξετάσεων τήν 29.9.1977. Πλείονες πληροφορίαι παρέχονται παρά τοΰ Προξενείου. Εν Αλεξανδρεία τή 20ή Απριλίου 1977 [778, 1307, 979, 1449]
tv-logo-name: ΤΑΧΥΔΡΟΜΟΣ [199, 71, 340, 95]
programme-show: Παιδικόν σινεμά [148, 179, 197, 205]
programme-show: Τραγούδι [273, 222, 321, 234]
programme-time: 7.15 [236, 337, 259, 348]
radio-bar-ad [111, 2374, 348, 2576]
phone-name: ΤΑΧΥΔΡΟΜΟΣ [235, 2112, 311, 2124]
zodiac-text: Θά πρέπει νά άναδάλλετε μερικά άπό τά σχέδια σας γιά ένα κατάλληλο χρονικό διάστημα. Τό πρόγραμμά σας δέν θά πετύχη. [359, 1206, 559, 1262]
separator-stars: *** [1086, 280, 1104, 294]
article-paragraph: —Δέν είναι νεκρή, λέει ζήτω Γρήγορα στό φαρμακείο. [233, 1407, 348, 1448]
zodiac-text: Οί προοπτικές στό έπαγγελμά σας είναι πολύ καλές καί έτσι δέν δικαιολογούνται καθόλου οί άνησυχίες σας. Σύντομα θά διαπιστώσετε ότι δλα σαδίζουν καλώς. [359, 904, 559, 989]
programme-show: Έναρξις [148, 164, 192, 176]
article-paragraph: Ολα αυτά τά είδαμε καί τό νοιώσαμε καλύτερα στήν επιδλητική καί μεγαλόπρεπη άναπαράσταση τής Αιγύπτου κατά τή διάρκεια τοΰ Θεάματος Ηχος καί Φώς σέ Γαλλική γλώσσα. [569, 471, 768, 555]
cinema-club-title: ΚΙΝΗΜΑΤΟΓΡΑΦΙΚΗ ΠΑΡΑΣΤΑΣΙΣ [994, 581, 1196, 594]
programme-show: Τηλεοπτικόν Εύρωπαϊκόν Φΐλμ [148, 423, 214, 463]
invitation-text: Η Ελληνική Κοινότης Αλεξανδρείας κατόπιν τής καταπληκτικής επιτυχίας τής θεατρικής παραστάσεως τού περιοδεύοντος θιάσου μέ τό έργον ΤΟ ΚΟΥΡΕΛΙ ύπό τού Ελληνικού Καλλιτεχνικού Συγκροτήματος τής ΧΑΝ, εύχαριστως προσκαλεί τήν Παροικίαν είς τήν έπανάληψιν τής όραίας αύτής καλλιτεχνικής έκδηλώσεως, τήν Κυριακήν 24 Απριλίου καί ώραν 6.30 μ.μ. είς τήν Αίθουσαν ΙΟΥΛΙΑΣ ΣΑΛΒΑΓΟΥ. ΕΙΣΟΔΟΣ ΕΛΕΥΘΕΡΑ. ΕΚ ΤΩΝ ΓΡΑΦΕΙΩΝ ΤΗΣ ΚΟΙΝΟΤΗΤΟΣ. [990, 346, 1201, 545]
programme-time: 3.15 [236, 179, 259, 191]
programme-show: Δελτίον Ειδήσεων [148, 365, 199, 391]
article-paragraph: Τό πρόγραμμα τής έκδρομής έξετελέσθη ώς έξής : [359, 288, 559, 315]
programme-time: 5.00 [236, 222, 259, 234]
programme-row [236, 422, 348, 465]
invitation-title: ΠΡΟΣΚΛΗΣΙΣ [1056, 329, 1135, 342]
movie-with: μέ τούς [149, 2151, 188, 2163]
excursion-column-2 [569, 141, 768, 817]
programme-time: 7.30 [236, 351, 259, 363]
programme-show: Λήξις [148, 609, 177, 621]
programme-show: Ειδησεογραφικόν πρόγραμμα [148, 394, 239, 420]
article-paragraph: —Δέν είναι νεκρή, λέει Γρήγορα στό φαρμακείο. [233, 1528, 348, 1570]
article-paragraph: Τήν επομένη είς τό Σουέζ είχε λαμπρή επιτυχία. [569, 753, 768, 780]
programme-time: 11.00 [111, 207, 141, 219]
programme-row [111, 536, 230, 565]
article-paragraph: Δέν μπορεί νά είπη τίποτε άλλο. Τά πόδια της δέν τήν βαστάνε καί νά γύνατά της λυγίζουνε. Δυό γείτονες προφταίνουν νά τήν κρατήσουνε. [233, 1199, 348, 1327]
programme-time: 6.15 [111, 394, 134, 406]
pentolira-title-2: τοσε πούντα ! [596, 1503, 741, 1527]
zodiac-sign: ΤΑΥΡΟΣ [359, 994, 407, 1007]
separator-stars: * * * [866, 1058, 891, 1071]
article-paragraph: Ο κ. Χρήστος καί ή Κα Ισμήνη Μαυροπούλου προσέφερον Λ. Αιγ. 10.— ύπέρ τών άναγκών τής Ελληνικής Κοινότητος έν Αλεξανδρεία είς μνήμην λατρευτής των μητέρας Φωτεινής Γεραλή. [359, 1516, 559, 1600]
article-paragraph: Κος Γεώργιος Μιχαηλίδης είς μνήμην μητρός των προσέφερον Λιρ. Αιγ. 187,200 μιλ. [359, 1776, 559, 1818]
tv-logo-letters: TV [119, 46, 194, 100]
